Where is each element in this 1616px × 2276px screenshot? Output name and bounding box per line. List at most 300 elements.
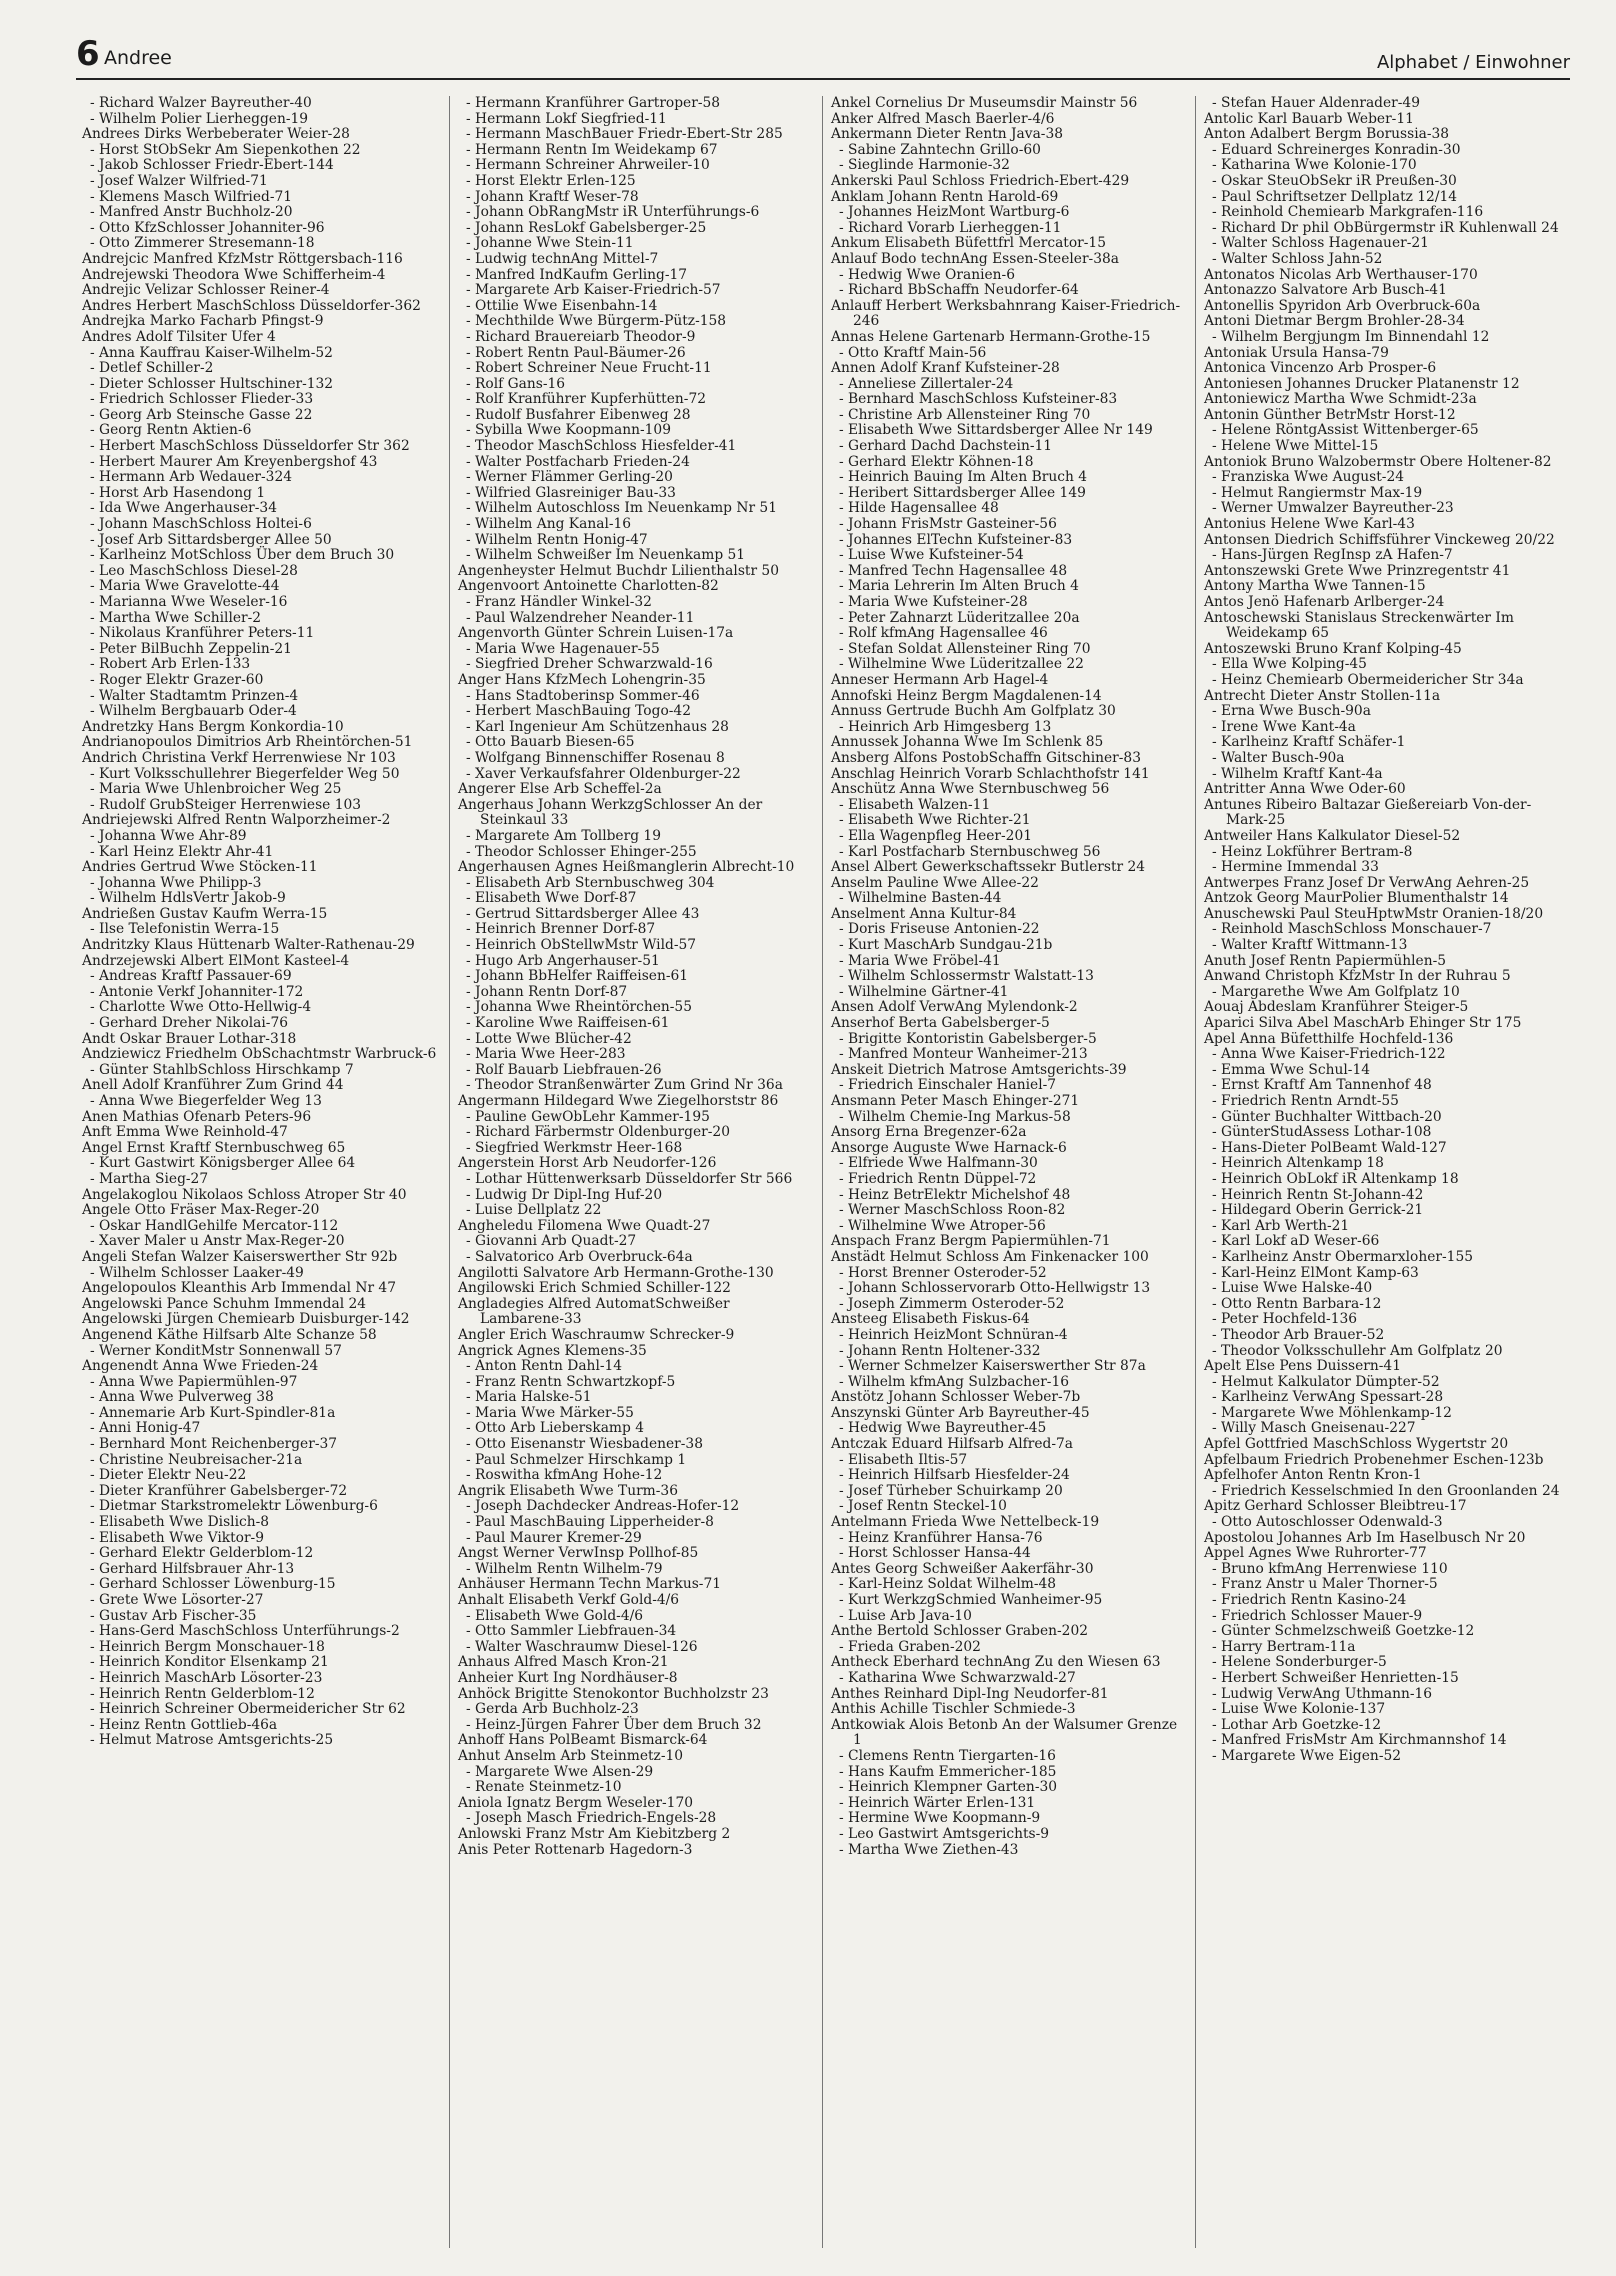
directory-entry: - Manfred Anstr Buchholz-20 (90, 204, 293, 221)
directory-entry: Antheck Eberhard technAng Zu den Wiesen 63 (831, 1654, 1161, 1671)
directory-entry: - Roswitha kfmAng Hohe-12 (466, 1467, 663, 1484)
directory-entry: - Wilhelm Kraftf Kant-4a (1212, 765, 1383, 782)
directory-entry: - Hugo Arb Angerhauser-51 (466, 952, 660, 969)
directory-entry: - Anna Kauffrau Kaiser-Wilhelm-52 (90, 344, 333, 361)
directory-entry: - Martha Sieg-27 (90, 1170, 209, 1187)
column-4 (1195, 96, 1568, 2248)
directory-entry: - Horst Elektr Erlen-125 (466, 172, 636, 189)
directory-entry: Andrzejewski Albert ElMont Kasteel-4 (82, 952, 350, 969)
directory-entry: - Antonie Verkf Johanniter-172 (90, 983, 304, 1000)
directory-entry: - Gerhard Hilfsbrauer Ahr-13 (90, 1560, 295, 1577)
directory-entry: - Maria Lehrerin Im Alten Bruch 4 (839, 578, 1079, 595)
directory-entry: - Heinrich Konditor Elsenkamp 21 (90, 1654, 329, 1671)
directory-entry: - Walter Schloss Jahn-52 (1212, 250, 1383, 267)
directory-entry: - Wilhelm Schlossermstr Walstatt-13 (839, 968, 1094, 985)
directory-entry: - Mechthilde Wwe Bürgerm-Pütz-158 (466, 313, 727, 330)
directory-entry: - Dieter Elektr Neu-22 (90, 1467, 247, 1484)
directory-entry: Anwand Christoph KfzMstr In der Ruhrau 5 (1204, 968, 1511, 985)
directory-entry: - Manfred Techn Hagensallee 48 (839, 562, 1068, 579)
directory-entry: - Doris Friseuse Antonien-22 (839, 921, 1040, 938)
directory-entry: - Luise Arb Java-10 (839, 1607, 972, 1624)
directory-entry: - Werner Schmelzer Kaiserswerther Str 87a (839, 1358, 1146, 1375)
directory-entry: - Hans Stadtoberinsp Sommer-46 (466, 687, 700, 704)
directory-entry: Aouaj Abdeslam Kranführer Steiger-5 (1204, 999, 1469, 1016)
directory-entry: Anheier Kurt Ing Nordhäuser-8 (458, 1669, 678, 1686)
directory-entry: Anthis Achille Tischler Schmiede-3 (831, 1701, 1076, 1718)
directory-entry: - Martha Wwe Ziethen-43 (839, 1841, 1019, 1858)
directory-entry: - Martha Wwe Schiller-2 (90, 609, 262, 626)
directory-entry: Anthe Bertold Schlosser Graben-202 (831, 1623, 1089, 1640)
directory-entry: Angilotti Salvatore Arb Hermann-Grothe-130 (458, 1264, 774, 1281)
directory-entry: - Wilhelmine Wwe Lüderitzallee 22 (839, 656, 1084, 673)
directory-entry: Apfel Gottfried MaschSchloss Wygertstr 20 (1204, 1436, 1509, 1453)
directory-entry: - Horst Arb Hasendong 1 (90, 484, 266, 501)
directory-entry: - Otto Rentn Barbara-12 (1212, 1295, 1382, 1312)
directory-entry: Angele Otto Fräser Max-Reger-20 (82, 1202, 320, 1219)
directory-entry: - Johanna Wwe Rheintörchen-55 (466, 999, 692, 1016)
directory-entry: Angelowski Pance Schuhm Immendal 24 (82, 1295, 367, 1312)
directory-entry: Angladegies Alfred AutomatSchweißer Lambarene-33 (458, 1295, 730, 1328)
directory-entry: Ankum Elisabeth Büfettfrl Mercator-15 (831, 235, 1106, 252)
directory-entry: Antritter Anna Wwe Oder-60 (1204, 781, 1406, 798)
directory-entry: - Friedrich Kesselschmied In den Groonlanden 24 (1212, 1482, 1560, 1499)
directory-entry: - Heinz Lokführer Bertram-8 (1212, 843, 1413, 860)
directory-entry: - Ella Wagenpfleg Heer-201 (839, 827, 1033, 844)
directory-entry: - Paul Walzendreher Neander-11 (466, 609, 695, 626)
directory-entry: Ankerski Paul Schloss Friedrich-Ebert-429 (831, 172, 1130, 189)
directory-entry: - Werner Flämmer Gerling-20 (466, 469, 673, 486)
directory-entry: Andrejewski Theodora Wwe Schifferheim-4 (82, 266, 386, 283)
directory-entry: - Rolf Gans-16 (466, 375, 566, 392)
directory-entry: - Annemarie Arb Kurt-Spindler-81a (90, 1404, 336, 1421)
directory-entry: - Walter Postfacharb Frieden-24 (466, 453, 690, 470)
directory-entry: Angelopoulos Kleanthis Arb Immendal Nr 47 (82, 1280, 396, 1297)
directory-entry: - Gerhard Dreher Nikolai-76 (90, 1015, 289, 1032)
directory-entry: - Ludwig technAng Mittel-7 (466, 250, 659, 267)
directory-entry: - Heinrich Hilfsarb Hiesfelder-24 (839, 1467, 1070, 1484)
directory-entry: - Sabine Zahntechn Grillo-60 (839, 141, 1041, 158)
directory-entry: - Elisabeth Arb Sternbuschweg 304 (466, 874, 715, 891)
directory-entry: - Nikolaus Kranführer Peters-11 (90, 625, 315, 642)
directory-entry: - Friedrich Rentn Düppel-72 (839, 1170, 1037, 1187)
directory-entry: Apfelhofer Anton Rentn Kron-1 (1204, 1467, 1422, 1484)
directory-entry: - Ernst Kraftf Am Tannenhof 48 (1212, 1077, 1432, 1094)
directory-entry: - Wilhelm Rentn Honig-47 (466, 531, 648, 548)
directory-entry: - Hermann Arb Wedauer-324 (90, 469, 293, 486)
directory-entry: Andriejewski Alfred Rentn Walporzheimer-2 (82, 812, 391, 829)
directory-entry: Antoniak Ursula Hansa-79 (1204, 344, 1389, 361)
directory-entry: - Anna Wwe Biegerfelder Weg 13 (90, 1093, 322, 1109)
directory-entry: Andt Oskar Brauer Lothar-318 (82, 1030, 297, 1047)
directory-entry: Andrejcic Manfred KfzMstr Röttgersbach-116 (82, 250, 403, 267)
directory-entry: Andziewicz Friedhelm ObSchachtmstr Warbruck-6 (82, 1046, 437, 1063)
directory-entry: - Eduard Schreinerges Konradin-30 (1212, 141, 1461, 158)
directory-entry: - Heinrich Klempner Garten-30 (839, 1779, 1058, 1796)
directory-entry: - Richard Färbermstr Oldenburger-20 (466, 1124, 730, 1141)
directory-entry: - Irene Wwe Kant-4a (1212, 718, 1356, 735)
directory-entry: - Clemens Rentn Tiergarten-16 (839, 1747, 1056, 1764)
directory-entry: - Josef Arb Sittardsberger Allee 50 (90, 531, 332, 548)
directory-entry: - Peter BilBuchh Zeppelin-21 (90, 640, 292, 657)
directory-entry: - Herbert Schweißer Henrietten-15 (1212, 1669, 1459, 1686)
directory-entry: Antonin Günther BetrMstr Horst-12 (1204, 406, 1456, 423)
directory-entry: - Franz Händler Winkel-32 (466, 594, 652, 610)
directory-entry: - Dieter Schlosser Hultschiner-132 (90, 375, 334, 392)
directory-entry: Anis Peter Rottenarb Hagedorn-3 (458, 1841, 693, 1858)
directory-entry: Ansorg Erna Bregenzer-62a (831, 1124, 1027, 1141)
directory-entry: - Karlheinz Kraftf Schäfer-1 (1212, 734, 1406, 751)
directory-entry: Andrejic Velizar Schlosser Reiner-4 (82, 282, 330, 299)
directory-entry: Antos Jenö Hafenarb Arlberger-24 (1204, 594, 1445, 610)
directory-entry: - Johann Rentn Dorf-87 (466, 983, 628, 1000)
directory-entry: - Margarete Wwe Möhlenkamp-12 (1212, 1404, 1452, 1421)
directory-entry: - Otto Kraftf Main-56 (839, 344, 987, 361)
directory-entry: - Otto Sammler Liebfrauen-34 (466, 1623, 677, 1640)
directory-entry: Anhalt Elisabeth Verkf Gold-4/6 (458, 1592, 680, 1608)
directory-entry: - Heribert Sittardsberger Allee 149 (839, 484, 1086, 501)
directory-entry: Antonazzo Salvatore Arb Busch-41 (1204, 282, 1447, 299)
directory-entry: Anstötz Johann Schlosser Weber-7b (831, 1389, 1081, 1406)
directory-entry: - Helene Sonderburger-5 (1212, 1654, 1387, 1671)
directory-entry: - Paul Schmelzer Hirschkamp 1 (466, 1451, 687, 1468)
directory-entry: Anuschewski Paul SteuHptwMstr Oranien-18/20 (1204, 905, 1544, 922)
directory-entry: - Sybilla Wwe Koopmann-109 (466, 422, 671, 439)
directory-entry: - Walter Schloss Hagenauer-21 (1212, 235, 1429, 252)
directory-entry: - Elfriede Wwe Halfmann-30 (839, 1155, 1038, 1172)
directory-entry: - Karoline Wwe Raiffeisen-61 (466, 1015, 670, 1032)
directory-entry: Anspach Franz Bergm Papiermühlen-71 (831, 1233, 1111, 1250)
directory-entry: - Lothar Hüttenwerksarb Düsseldorfer Str 566 (466, 1170, 793, 1187)
directory-entry: - Stefan Soldat Allensteiner Ring 70 (839, 640, 1091, 657)
directory-entry: Anneser Hermann Arb Hagel-4 (831, 671, 1049, 688)
directory-entry: - Sieglinde Harmonie-32 (839, 157, 1010, 174)
directory-entry: - Heinrich Altenkamp 18 (1212, 1155, 1384, 1172)
directory-entry: - Luise Wwe Halske-40 (1212, 1280, 1373, 1297)
directory-entry: - Günter StahlbSchloss Hirschkamp 7 (90, 1061, 354, 1078)
directory-entry: - Karl Arb Werth-21 (1212, 1217, 1350, 1234)
directory-entry: - Theodor Schlosser Ehinger-255 (466, 843, 697, 860)
directory-entry: Anserhof Berta Gabelsberger-5 (831, 1015, 1050, 1032)
directory-entry: - Gustav Arb Fischer-35 (90, 1607, 257, 1624)
directory-entry: - Heinrich Schreiner Obermeidericher Str 62 (90, 1701, 406, 1718)
directory-entry: - Johann FrisMstr Gasteiner-56 (839, 516, 1057, 533)
directory-entry: Antrecht Dieter Anstr Stollen-11a (1204, 687, 1441, 704)
directory-entry: - Hans-Gerd MaschSchloss Unterführungs-2 (90, 1623, 400, 1640)
directory-entry: - Wilhelm Ang Kanal-16 (466, 516, 632, 533)
directory-entry: Anhöck Brigitte Stenokontor Buchholzstr 23 (458, 1685, 769, 1702)
directory-entry: - Marianna Wwe Weseler-16 (90, 594, 288, 610)
directory-entry: - Hermann Kranführer Gartroper-58 (466, 96, 721, 111)
directory-entry: - Maria Wwe Gravelotte-44 (90, 578, 280, 595)
directory-entry: - Wilhelm Chemie-Ing Markus-58 (839, 1108, 1071, 1125)
directory-entry: - Brigitte Kontoristin Gabelsberger-5 (839, 1030, 1097, 1047)
directory-entry: - Wilhelmine Basten-44 (839, 890, 1002, 907)
directory-entry: - Johann Kraftf Weser-78 (466, 188, 639, 205)
directory-entry: - Margarete Wwe Eigen-52 (1212, 1747, 1402, 1764)
section-title: Alphabet / Einwohner (1376, 52, 1570, 73)
directory-entry: - Heinrich Arb Himgesberg 13 (839, 718, 1052, 735)
directory-entry: - Otto Zimmerer Stresemann-18 (90, 235, 315, 252)
directory-entry: Anft Emma Wwe Reinhold-47 (82, 1124, 288, 1141)
directory-entry: - Hermine Wwe Koopmann-9 (839, 1810, 1041, 1827)
directory-entry: - Hans Kaufm Emmericher-185 (839, 1763, 1057, 1780)
directory-entry: - Ottilie Wwe Eisenbahn-14 (466, 297, 658, 314)
directory-entry: - Luise Dellplatz 22 (466, 1202, 602, 1219)
directory-entry: - Friedrich Rentn Arndt-55 (1212, 1093, 1399, 1109)
directory-entry: - Wilhelm Bergbauarb Oder-4 (90, 703, 297, 720)
directory-entry: - Richard BbSchaffn Neudorfer-64 (839, 282, 1079, 299)
directory-entry: Ansorge Auguste Wwe Harnack-6 (831, 1139, 1067, 1156)
directory-entry: Antoniewicz Martha Wwe Schmidt-23a (1204, 391, 1477, 408)
directory-entry: - Wilhelm Rentn Wilhelm-79 (466, 1560, 663, 1577)
directory-entry: - Johannes ElTechn Kufsteiner-83 (839, 531, 1073, 548)
directory-entry: - Georg Rentn Aktien-6 (90, 422, 252, 439)
directory-entry: - Peter Hochfeld-136 (1212, 1311, 1358, 1328)
directory-entry: - Renate Steinmetz-10 (466, 1779, 622, 1796)
directory-entry: - Frieda Graben-202 (839, 1638, 981, 1655)
directory-entry: - Elisabeth Walzen-11 (839, 796, 991, 813)
directory-entry: - Oskar SteuObSekr iR Preußen-30 (1212, 172, 1457, 189)
directory-entry: - Elisabeth Wwe Dorf-87 (466, 890, 637, 907)
directory-entry: - Leo MaschSchloss Diesel-28 (90, 562, 298, 579)
directory-entry: - Karl Heinz Elektr Ahr-41 (90, 843, 274, 860)
directory-entry: - Wilhelm Polier Lierheggen-19 (90, 110, 309, 127)
directory-entry: - Margarete Wwe Alsen-29 (466, 1763, 654, 1780)
directory-entry: Anlauff Herbert Werksbahnrang Kaiser-Friedrich-246 (831, 297, 1181, 330)
directory-entry: - Hans-Jürgen RegInsp zA Hafen-7 (1212, 547, 1453, 564)
directory-entry: - Günter Schmelzschweiß Goetzke-12 (1212, 1623, 1475, 1640)
directory-entry: Antweiler Hans Kalkulator Diesel-52 (1204, 827, 1461, 844)
directory-entry: - Rolf Kranführer Kupferhütten-72 (466, 391, 706, 408)
directory-entry: Antonius Helene Wwe Karl-43 (1204, 516, 1415, 533)
directory-entry: Antoschewski Stanislaus Streckenwärter Im Weidekamp 65 (1204, 609, 1514, 642)
directory-entry: - Werner KonditMstr Sonnenwall 57 (90, 1342, 342, 1359)
directory-entry: - Heinz Kranführer Hansa-76 (839, 1529, 1043, 1546)
directory-entry: Aniola Ignatz Bergm Weseler-170 (458, 1794, 694, 1811)
directory-entry: - Otto Bauarb Biesen-65 (466, 734, 635, 751)
directory-entry: - Gerda Arb Buchholz-23 (466, 1701, 639, 1718)
directory-entry: - Hermann Schreiner Ahrweiler-10 (466, 157, 710, 174)
directory-entry: - Hans-Dieter PolBeamt Wald-127 (1212, 1139, 1447, 1156)
directory-entry: - Richard Walzer Bayreuther-40 (90, 96, 312, 111)
directory-entry: - Kurt MaschArb Sundgau-21b (839, 937, 1053, 954)
directory-entry: - Leo Gastwirt Amtsgerichts-9 (839, 1825, 1050, 1842)
directory-entry: Angermann Hildegard Wwe Ziegelhorststr 86 (458, 1093, 779, 1109)
directory-entry: Ansmann Peter Masch Ehinger-271 (831, 1093, 1080, 1109)
directory-entry: - Gerhard Elektr Gelderblom-12 (90, 1545, 314, 1562)
directory-entry: Apelt Else Pens Duissern-41 (1204, 1358, 1401, 1375)
directory-entry: Antoniesen Johannes Drucker Platanenstr 12 (1204, 375, 1520, 392)
directory-entry: Angerhausen Agnes Heißmanglerin Albrecht-10 (458, 859, 795, 876)
directory-entry: - Hedwig Wwe Oranien-6 (839, 266, 1015, 283)
directory-entry: - Margarete Am Tollberg 19 (466, 827, 661, 844)
directory-entry: Anen Mathias Ofenarb Peters-96 (82, 1108, 312, 1125)
directory-entry: - Ludwig Dr Dipl-Ing Huf-20 (466, 1186, 663, 1203)
directory-entry: - Lothar Arb Goetzke-12 (1212, 1716, 1381, 1733)
directory-entry: - Kurt WerkzgSchmied Wanheimer-95 (839, 1592, 1103, 1608)
directory-entry: - Walter Kraftf Wittmann-13 (1212, 937, 1408, 954)
directory-entry: - Hermann Rentn Im Weidekamp 67 (466, 141, 718, 158)
directory-entry: Ansen Adolf VerwAng Mylendonk-2 (831, 999, 1078, 1016)
directory-entry: Angenheyster Helmut Buchdr Lilienthalstr 50 (458, 562, 779, 579)
directory-entry: Aparici Silva Abel MaschArb Ehinger Str 175 (1204, 1015, 1522, 1032)
directory-entry: - Anna Wwe Kaiser-Friedrich-122 (1212, 1046, 1446, 1063)
directory-entry: Andretzky Hans Bergm Konkordia-10 (82, 718, 344, 735)
directory-entry: - GünterStudAssess Lothar-108 (1212, 1124, 1432, 1141)
directory-entry: - Joseph Dachdecker Andreas-Hofer-12 (466, 1498, 740, 1515)
directory-entry: Angenend Käthe Hilfsarb Alte Schanze 58 (82, 1326, 377, 1343)
directory-entry: Annen Adolf Kranf Kufsteiner-28 (831, 360, 1060, 377)
directory-entry: Antczak Eduard Hilfsarb Alfred-7a (831, 1436, 1074, 1453)
directory-entry: - Herbert MaschSchloss Düsseldorfer Str 362 (90, 438, 410, 455)
directory-entry: - Wilfried Glasreiniger Bau-33 (466, 484, 676, 501)
directory-entry: - Helmut Rangiermstr Max-19 (1212, 484, 1423, 501)
directory-entry: Anthes Reinhard Dipl-Ing Neudorfer-81 (831, 1685, 1109, 1702)
directory-entry: - Johannes HeizMont Wartburg-6 (839, 204, 1070, 221)
directory-entry: - Ludwig VerwAng Uthmann-16 (1212, 1685, 1433, 1702)
directory-entry: - Heinz Rentn Gottlieb-46a (90, 1716, 278, 1733)
directory-entry: - Detlef Schiller-2 (90, 360, 214, 377)
directory-entry: - Maria Wwe Kufsteiner-28 (839, 594, 1028, 610)
directory-entry: - Franz Rentn Schwartzkopf-5 (466, 1373, 676, 1390)
directory-entry: - Maria Wwe Heer-283 (466, 1046, 626, 1063)
directory-entry: - Theodor Volksschullehr Am Golfplatz 20 (1212, 1342, 1503, 1359)
directory-entry: - Walter Busch-90a (1212, 749, 1345, 766)
directory-entry: - Gerhard Elektr Köhnen-18 (839, 453, 1034, 470)
directory-entry: - Manfred IndKaufm Gerling-17 (466, 266, 688, 283)
directory-entry: - Otto Autoschlosser Odenwald-3 (1212, 1514, 1443, 1531)
directory-entry: - Heinrich Bergm Monschauer-18 (90, 1638, 325, 1655)
directory-entry: Andres Herbert MaschSchloss Düsseldorfer-362 (82, 297, 421, 314)
directory-entry: - Hermann MaschBauer Friedr-Ebert-Str 285 (466, 126, 783, 143)
directory-entry: - Paul Schriftsetzer Dellplatz 12/14 (1212, 188, 1458, 205)
directory-entry: - Wilhelm Schweißer Im Neuenkamp 51 (466, 547, 746, 564)
directory-entry: - Ilse Telefonistin Werra-15 (90, 921, 280, 938)
directory-entry: Ansberg Alfons PostobSchaffn Gitschiner-83 (831, 749, 1141, 766)
column-1 (76, 96, 449, 2248)
directory-entry: - Gertrud Sittardsberger Allee 43 (466, 905, 700, 922)
column-3 (822, 96, 1195, 2248)
directory-entry: Appel Agnes Wwe Ruhrorter-77 (1204, 1545, 1427, 1562)
directory-entry: - Peter Zahnarzt Lüderitzallee 20a (839, 609, 1080, 626)
directory-entry: - Katharina Wwe Kolonie-170 (1212, 157, 1417, 174)
directory-entry: Anhut Anselm Arb Steinmetz-10 (458, 1747, 684, 1764)
directory-entry: - Karlheinz VerwAng Spessart-28 (1212, 1389, 1444, 1406)
directory-entry: - Elisabeth Wwe Viktor-9 (90, 1529, 264, 1546)
directory-entry: Angelowski Jürgen Chemiearb Duisburger-142 (82, 1311, 410, 1328)
directory-entry: - Robert Arb Erlen-133 (90, 656, 251, 673)
directory-entry: - Friedrich Schlosser Flieder-33 (90, 391, 314, 408)
column-2 (449, 96, 822, 2248)
directory-entry: - Heinrich MaschArb Lösorter-23 (90, 1669, 323, 1686)
page-header (76, 34, 1570, 80)
directory-entry: Anlauf Bodo technAng Essen-Steeler-38a (831, 250, 1119, 267)
directory-entry: - Reinhold Chemiearb Markgrafen-116 (1212, 204, 1484, 221)
directory-entry: - Hermine Immendal 33 (1212, 859, 1379, 876)
directory-entry: - Horst StObSekr Am Siepenkothen 22 (90, 141, 361, 158)
directory-entry: - Hermann Lokf Siegfried-11 (466, 110, 667, 127)
directory-entry: Antes Georg Schweißer Aakerfähr-30 (831, 1560, 1094, 1577)
page-number: 6 (76, 34, 100, 74)
directory-entry: Antolic Karl Bauarb Weber-11 (1204, 110, 1414, 127)
directory-entry: - Elisabeth Wwe Richter-21 (839, 812, 1031, 829)
directory-entry: Antoniok Bruno Walzobermstr Obere Holtener-82 (1204, 453, 1552, 470)
directory-entry: - Walter Stadtamtm Prinzen-4 (90, 687, 299, 704)
directory-entry: Andritzky Klaus Hüttenarb Walter-Rathenau-29 (82, 937, 415, 954)
directory-entry: - Herbert Maurer Am Kreyenbergshof 43 (90, 453, 378, 470)
directory-entry: - Johann MaschSchloss Holtei-6 (90, 516, 312, 533)
directory-entry: - Paul MaschBauing Lipperheider-8 (466, 1514, 714, 1531)
directory-entry: - Heinrich Bauing Im Alten Bruch 4 (839, 469, 1087, 486)
directory-entry: Andries Gertrud Wwe Stöcken-11 (82, 859, 318, 876)
directory-entry: - Andreas Kraftf Passauer-69 (90, 968, 292, 985)
directory-entry: Antoszewski Bruno Kranf Kolping-45 (1204, 640, 1462, 657)
directory-entry: Anlowski Franz Mstr Am Kiebitzberg 2 (458, 1825, 731, 1842)
directory-entry: - Luise Wwe Kufsteiner-54 (839, 547, 1024, 564)
directory-entry: Anger Hans KfzMech Lohengrin-35 (458, 671, 706, 688)
directory-entry: - Johanna Wwe Ahr-89 (90, 827, 247, 844)
directory-entry: - Helene RöntgAssist Wittenberger-65 (1212, 422, 1479, 439)
directory-entry: - Wilhelmine Wwe Atroper-56 (839, 1217, 1046, 1234)
directory-entry: Anstädt Helmut Schloss Am Finkenacker 100 (831, 1248, 1149, 1265)
directory-entry: - Franziska Wwe August-24 (1212, 469, 1405, 486)
directory-entry: - Wilhelm Bergjungm Im Binnendahl 12 (1212, 328, 1490, 345)
directory-entry: - Günter Buchhalter Wittbach-20 (1212, 1108, 1442, 1125)
directory-entry: - Karlheinz Anstr Obermarxloher-155 (1212, 1248, 1473, 1265)
directory-entry: - Horst Schlosser Hansa-44 (839, 1545, 1031, 1562)
directory-entry: - Katharina Wwe Schwarzwald-27 (839, 1669, 1076, 1686)
directory-entry: - Salvatorico Arb Overbruck-64a (466, 1248, 693, 1265)
directory-entry: - Joseph Masch Friedrich-Engels-28 (466, 1810, 717, 1827)
directory-entry: - Elisabeth Wwe Sittardsberger Allee Nr 149 (839, 422, 1153, 439)
directory-entry: Andrees Dirks Werbeberater Weier-28 (82, 126, 350, 143)
directory-columns (76, 96, 1570, 2248)
directory-entry: - Robert Rentn Paul-Bäumer-26 (466, 344, 686, 361)
directory-entry: Antonatos Nicolas Arb Werthauser-170 (1204, 266, 1478, 283)
directory-entry: - Rudolf Busfahrer Eibenweg 28 (466, 406, 691, 423)
directory-entry: - Josef Rentn Steckel-10 (839, 1498, 1007, 1515)
directory-entry: - Karl Ingenieur Am Schützenhaus 28 (466, 718, 729, 735)
directory-entry: - Maria Wwe Uhlenbroicher Weg 25 (90, 781, 342, 798)
directory-entry: - Wilhelmine Gärtner-41 (839, 983, 1009, 1000)
directory-entry: Angler Erich Waschraumw Schrecker-9 (458, 1326, 735, 1343)
directory-entry: Anker Alfred Masch Baerler-4/6 (831, 110, 1055, 127)
directory-entry: - Heinrich ObStellwMstr Wild-57 (466, 937, 697, 954)
directory-entry: - Lotte Wwe Blücher-42 (466, 1030, 632, 1047)
directory-entry: - Hilde Hagensallee 48 (839, 500, 999, 517)
directory-entry: Andrießen Gustav Kaufm Werra-15 (82, 905, 328, 922)
directory-entry: Antonsen Diedrich Schiffsführer Vinckeweg 20/22 (1204, 531, 1555, 548)
directory-entry: - Helene Wwe Mittel-15 (1212, 438, 1379, 455)
directory-entry: - Otto Eisenanstr Wiesbadener-38 (466, 1436, 703, 1453)
directory-entry: - Johann ObRangMstr iR Unterführungs-6 (466, 204, 760, 221)
directory-entry: Antelmann Frieda Wwe Nettelbeck-19 (831, 1514, 1100, 1531)
directory-entry: - Hedwig Wwe Bayreuther-45 (839, 1420, 1047, 1437)
directory-entry: - Anna Wwe Papiermühlen-97 (90, 1373, 298, 1390)
directory-entry: - Manfred FrisMstr Am Kirchmannshof 14 (1212, 1732, 1507, 1749)
directory-entry: - Dietmar Starkstromelektr Löwenburg-6 (90, 1498, 378, 1515)
directory-entry: Angerhaus Johann WerkzgSchlosser An der Steinkaul 33 (458, 796, 763, 829)
directory-entry: - Kurt Gastwirt Königsberger Allee 64 (90, 1155, 356, 1172)
directory-entry: - Helmut Matrose Amtsgerichts-25 (90, 1732, 334, 1749)
directory-entry: - Xaver Maler u Anstr Max-Reger-20 (90, 1233, 345, 1250)
directory-entry: - Anna Wwe Pulverweg 38 (90, 1389, 274, 1406)
directory-entry: - Johann Rentn Holtener-332 (839, 1342, 1041, 1359)
directory-entry: - Heinrich Rentn St-Johann-42 (1212, 1186, 1424, 1203)
directory-entry: - Wilhelm HdlsVertr Jakob-9 (90, 890, 286, 907)
directory-entry: Anselm Pauline Wwe Allee-22 (831, 874, 1039, 891)
directory-entry: Anhäuser Hermann Techn Markus-71 (458, 1576, 722, 1593)
